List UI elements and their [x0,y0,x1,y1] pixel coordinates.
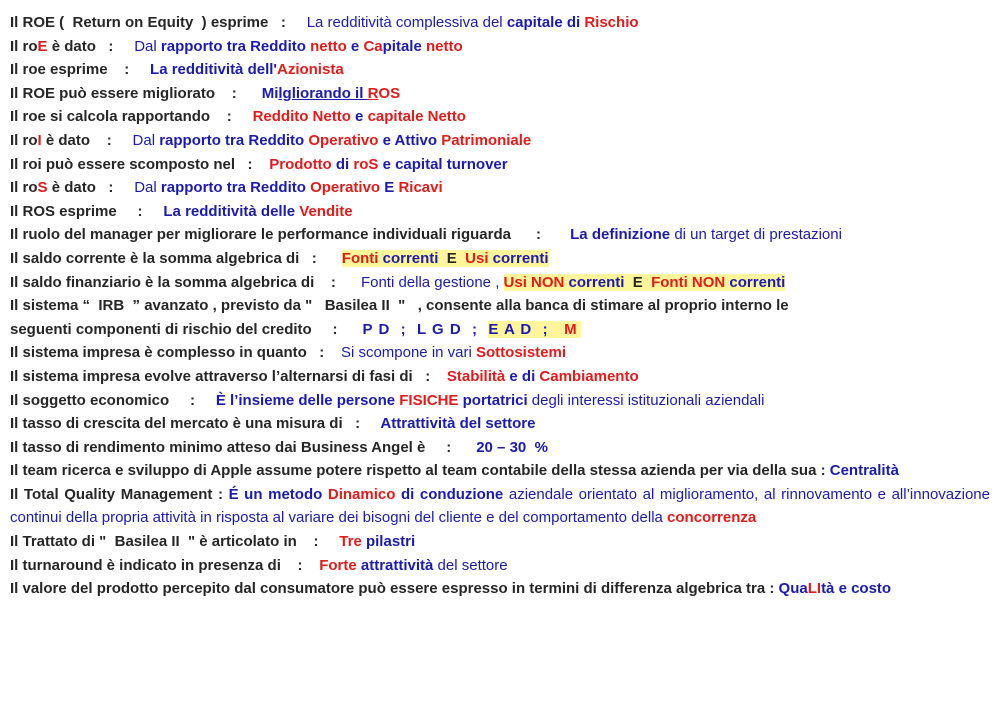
text-segment: Il ROS esprime : [10,202,164,220]
text-segment: Il Trattato di " Basilea II " è articolato in : [10,533,340,551]
definition-line-11 [10,247,990,271]
text-segment: 20 – 30 % [476,438,548,456]
definition-line-4 [10,82,990,106]
text-segment: aziendale orientato al miglioramento, al rinnovamento e all’innovazione continui della propria attività in risposta al variare dei bisogni del cliente e del comportamento della [10,485,990,527]
text-segment: rapporto tra Reddito [160,179,311,197]
text-segment: lgliorando il [278,84,368,102]
text-segment: concorrenza [667,509,757,527]
text-segment: tà e costo [821,580,892,598]
text-segment: correnti [488,249,549,267]
text-segment: S [37,179,48,197]
text-segment: pilastri [361,533,416,551]
text-segment: La redditività dell' [150,61,277,79]
text-segment: del settore [433,556,508,574]
definition-line-15 [10,341,990,365]
text-segment: Il team ricerca e sviluppo di Apple assume potere rispetto al team contabile della stessa azienda per via della sua : [10,462,830,480]
text-segment: E A D ; [488,320,565,338]
definition-line-5 [10,105,990,129]
text-segment: Il ROE ( Return on Equity ) esprime : [10,14,307,31]
text-segment: FISICHE [399,391,459,409]
definition-line-1 [10,11,990,35]
text-segment: Reddito Netto [252,108,351,126]
definition-line-6 [10,129,990,153]
definition-line-16 [10,365,990,389]
text-segment: Dinamico [327,485,396,503]
text-segment: Usi NON [503,273,565,291]
text-segment: seguenti componenti di rischio del credito : [10,320,363,338]
text-segment: La redditività complessiva del [306,14,507,31]
text-segment: Il soggetto economico : [10,391,216,409]
definition-line-12 [10,271,990,295]
text-segment: Il valore del prodotto percepito dal consumatore può essere espresso in termini di differenza algebrica tra : [10,580,779,598]
text-segment: Il saldo finanziario è la somma algebrica di : [10,273,361,291]
text-segment: attrattività [356,556,434,574]
text-segment: di un target di prestazioni [670,226,842,244]
text-segment: Il roe si calcola rapportando : [10,108,253,126]
text-segment: di [331,155,354,173]
text-segment: Stabilità [446,367,506,385]
text-segment: E [446,249,457,267]
text-segment: netto [310,37,347,55]
text-segment: correnti [725,273,786,291]
text-segment: di [521,367,540,385]
text-segment: Il saldo corrente è la somma algebrica di : [10,249,342,267]
text-segment: Fonti della gestione , [360,273,504,291]
text-segment: netto [425,37,463,55]
text-segment: capitale di [506,14,585,31]
definition-line-19 [10,436,990,460]
text-segment: pitale [382,37,426,55]
text-segment: M [564,320,577,338]
definition-line-7 [10,153,990,177]
text-segment: Qua [778,580,808,598]
text-segment [643,274,651,291]
text-segment: Dal [132,131,160,149]
text-segment: è dato : [47,37,135,55]
text-segment: Operativo [308,131,379,149]
text-segment: P D ; L G D ; [362,320,489,338]
text-segment: Il ROE può essere migliorato : [10,84,262,102]
text-segment: e [378,131,395,149]
text-segment: Dal [134,37,161,55]
definition-line-14 [10,318,990,342]
text-segment: Il ro [10,131,38,149]
text-segment: Attrattività del settore [380,415,536,433]
text-segment: La redditività delle [163,202,300,220]
text-segment: Il sistema impresa è complesso in quanto : [10,344,341,362]
document-body [10,11,990,601]
definition-paragraph-1 [10,459,990,483]
text-segment: Si scompone in vari [340,344,476,362]
text-segment: rapporto tra Reddito [160,37,311,55]
text-segment: correnti [564,273,633,291]
text-segment: Patrimoniale [441,131,532,149]
text-segment: Forte [319,556,357,574]
text-segment: La definizione [570,226,671,244]
definition-line-17 [10,389,990,413]
text-segment: roS [353,155,379,173]
text-segment: Usi [465,249,489,267]
text-segment: Mi [261,84,279,102]
text-segment: e [505,367,522,385]
definition-line-after-1 [10,530,990,554]
definition-line-after-2 [10,554,990,578]
text-segment: Il roi può essere scomposto nel : [10,155,270,173]
definition-line-3 [10,58,990,82]
text-segment: E [37,37,48,55]
text-segment: È l’insieme delle persone [215,391,400,409]
text-segment: LI [807,580,822,598]
text-segment: Centralità [829,462,899,480]
text-segment: portatrici [458,391,528,409]
text-segment: Operativo [310,179,381,197]
text-segment: Sottosistemi [476,344,567,362]
text-segment: Il Total Quality Management : [10,485,229,503]
definition-paragraph-after-1 [10,577,990,601]
text-segment: Il tasso di rendimento minimo atteso dai Business Angel è : [10,438,477,456]
text-segment: Il sistema impresa evolve attraverso l’alternarsi di fasi di : [10,367,447,385]
text-segment: Ca [363,37,383,55]
text-segment: Ricavi [398,179,443,197]
text-segment: OS [378,84,401,102]
text-segment: Azionista [276,61,344,79]
text-segment: Cambiamento [539,367,639,385]
text-segment: Fonti [341,249,379,267]
text-segment: è dato : [47,179,135,197]
text-segment: Il sistema “ IRB ” avanzato , previsto da " Basilea II " , consente alla banca di stimare al proprio interno le [10,297,789,315]
text-segment: Prodotto [269,155,332,173]
text-segment: R [367,84,379,102]
text-segment: è dato : [41,131,133,149]
text-segment: e [350,108,368,126]
text-segment: E [380,179,399,197]
text-segment: É un metodo [228,485,328,503]
definition-line-13 [10,294,990,318]
text-segment [457,250,465,267]
text-segment: Il ro [10,179,38,197]
text-segment: Rischio [584,14,639,31]
text-segment: Tre [339,533,362,551]
text-segment: Il turnaround è indicato in presenza di : [10,556,320,574]
text-segment: degli interessi istituzionali aziendali [527,391,765,409]
text-segment: Dal [134,179,161,197]
text-segment: correnti [378,249,447,267]
text-segment: di conduzione [395,485,504,503]
text-segment: E [632,273,643,291]
text-segment: e capital turnover [378,155,508,173]
definition-paragraph-2 [10,483,990,530]
text-segment: Il ruolo del manager per migliorare le performance individuali riguarda : [10,226,571,244]
definition-line-8 [10,176,990,200]
text-segment: Fonti NON [651,273,726,291]
text-segment: I [37,131,42,149]
definition-line-9 [10,200,990,224]
definition-line-2 [10,35,990,59]
text-segment [577,321,581,338]
definition-line-10 [10,223,990,247]
text-segment: Attivo [394,131,442,149]
text-segment: Il roe esprime : [10,61,151,79]
text-segment: e [346,37,364,55]
text-segment: rapporto tra Reddito [159,131,309,149]
definition-line-18 [10,412,990,436]
text-segment: Vendite [299,202,353,220]
text-segment: Il tasso di crescita del mercato è una misura di : [10,415,381,433]
text-segment: capitale Netto [367,108,466,126]
text-segment: Il ro [10,37,38,55]
